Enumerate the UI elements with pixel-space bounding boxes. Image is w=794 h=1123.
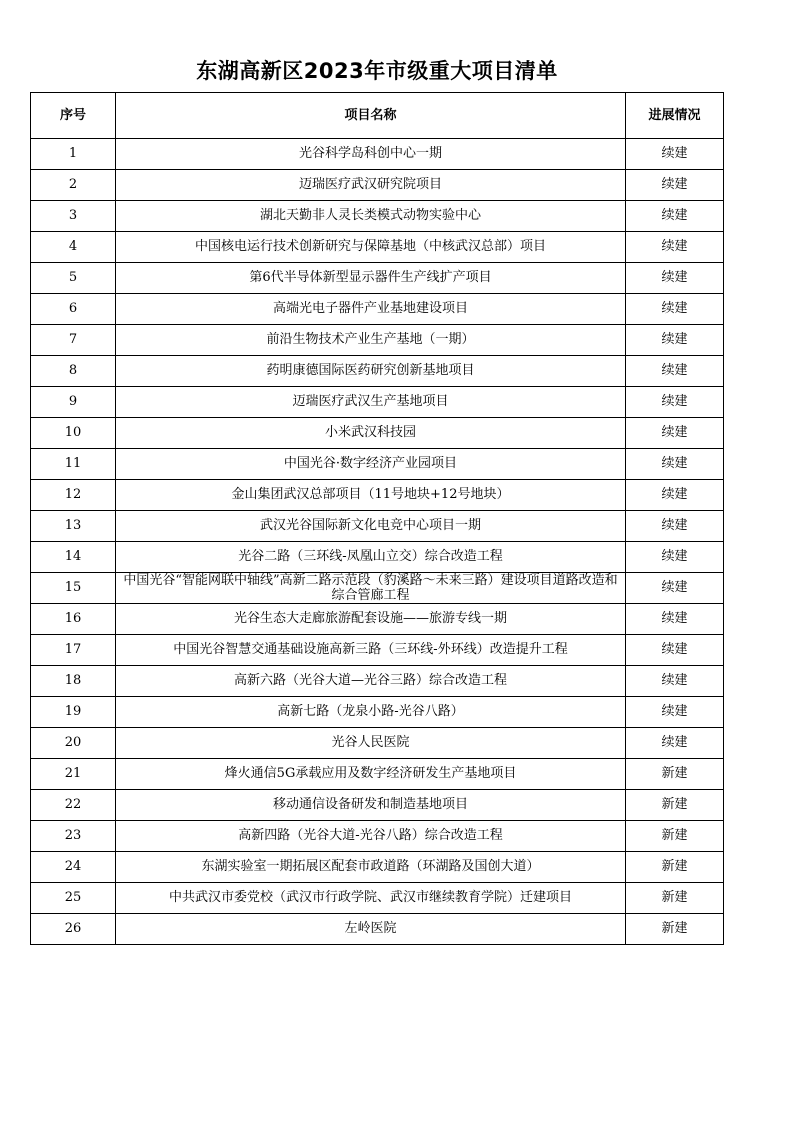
row-name: 中国光谷·数字经济产业园项目 — [116, 449, 626, 480]
row-name: 烽火通信5G承载应用及数字经济研发生产基地项目 — [116, 759, 626, 790]
table-row — [31, 697, 724, 728]
row-status: 续建 — [626, 232, 724, 263]
row-no: 3 — [31, 201, 116, 232]
row-name: 迈瑞医疗武汉研究院项目 — [116, 170, 626, 201]
table-row — [31, 387, 724, 418]
table-row — [31, 170, 724, 201]
row-no: 6 — [31, 294, 116, 325]
row-no: 10 — [31, 418, 116, 449]
table-row — [31, 728, 724, 759]
table-row — [31, 511, 724, 542]
row-status: 续建 — [626, 449, 724, 480]
table-row — [31, 542, 724, 573]
row-no: 17 — [31, 635, 116, 666]
table-row — [31, 449, 724, 480]
table-row — [31, 232, 724, 263]
row-name: 光谷人民医院 — [116, 728, 626, 759]
table-row — [31, 759, 724, 790]
row-name: 中国光谷智慧交通基础设施高新三路（三环线-外环线）改造提升工程 — [116, 635, 626, 666]
row-status: 续建 — [626, 139, 724, 170]
table-row — [31, 790, 724, 821]
table-row — [31, 480, 724, 511]
row-status: 续建 — [626, 697, 724, 728]
row-status: 续建 — [626, 418, 724, 449]
row-status: 新建 — [626, 759, 724, 790]
row-no: 21 — [31, 759, 116, 790]
row-status: 续建 — [626, 728, 724, 759]
project-table — [30, 92, 724, 945]
row-name: 湖北天勤非人灵长类模式动物实验中心 — [116, 201, 626, 232]
row-no: 25 — [31, 883, 116, 914]
row-status: 新建 — [626, 790, 724, 821]
row-status: 续建 — [626, 573, 724, 604]
row-status: 新建 — [626, 821, 724, 852]
row-name: 高新六路（光谷大道—光谷三路）综合改造工程 — [116, 666, 626, 697]
row-status: 续建 — [626, 635, 724, 666]
row-no: 15 — [31, 573, 116, 604]
row-no: 13 — [31, 511, 116, 542]
header-name: 项目名称 — [116, 93, 626, 139]
row-no: 8 — [31, 356, 116, 387]
table-row — [31, 604, 724, 635]
table-row — [31, 139, 724, 170]
table-row — [31, 201, 724, 232]
row-no: 23 — [31, 821, 116, 852]
row-no: 11 — [31, 449, 116, 480]
row-status: 新建 — [626, 914, 724, 945]
row-name: 高新七路（龙泉小路-光谷八路） — [116, 697, 626, 728]
row-status: 新建 — [626, 852, 724, 883]
row-status: 续建 — [626, 387, 724, 418]
row-status: 新建 — [626, 883, 724, 914]
row-name: 左岭医院 — [116, 914, 626, 945]
row-no: 16 — [31, 604, 116, 635]
table-row — [31, 294, 724, 325]
row-name: 前沿生物技术产业生产基地（一期） — [116, 325, 626, 356]
row-name: 高新四路（光谷大道-光谷八路）综合改造工程 — [116, 821, 626, 852]
row-no: 26 — [31, 914, 116, 945]
row-status: 续建 — [626, 480, 724, 511]
row-name: 中国光谷“智能网联中轴线”高新二路示范段（豹溪路～未来三路）建设项目道路改造和综合管廊工程 — [116, 573, 626, 604]
row-status: 续建 — [626, 170, 724, 201]
header-no: 序号 — [31, 93, 116, 139]
table-row — [31, 821, 724, 852]
row-name: 高端光电子器件产业基地建设项目 — [116, 294, 626, 325]
row-name: 金山集团武汉总部项目（11号地块+12号地块） — [116, 480, 626, 511]
row-name: 迈瑞医疗武汉生产基地项目 — [116, 387, 626, 418]
row-name: 移动通信设备研发和制造基地项目 — [116, 790, 626, 821]
table-row — [31, 852, 724, 883]
row-status: 续建 — [626, 604, 724, 635]
row-no: 5 — [31, 263, 116, 294]
table-row — [31, 573, 724, 604]
row-no: 19 — [31, 697, 116, 728]
row-name: 光谷生态大走廊旅游配套设施——旅游专线一期 — [116, 604, 626, 635]
row-name: 东湖实验室一期拓展区配套市政道路（环湖路及国创大道） — [116, 852, 626, 883]
row-status: 续建 — [626, 511, 724, 542]
row-name: 武汉光谷国际新文化电竞中心项目一期 — [116, 511, 626, 542]
page-title: 东湖高新区2023年市级重大项目清单 — [196, 59, 558, 83]
row-name: 中国核电运行技术创新研究与保障基地（中核武汉总部）项目 — [116, 232, 626, 263]
table-row — [31, 325, 724, 356]
row-status: 续建 — [626, 325, 724, 356]
table-row — [31, 356, 724, 387]
table-row — [31, 914, 724, 945]
header-status: 进展情况 — [626, 93, 724, 139]
row-no: 18 — [31, 666, 116, 697]
row-name: 小米武汉科技园 — [116, 418, 626, 449]
row-no: 22 — [31, 790, 116, 821]
row-no: 2 — [31, 170, 116, 201]
row-name: 药明康德国际医药研究创新基地项目 — [116, 356, 626, 387]
row-status: 续建 — [626, 201, 724, 232]
row-no: 1 — [31, 139, 116, 170]
table-row — [31, 635, 724, 666]
table-row — [31, 263, 724, 294]
row-no: 14 — [31, 542, 116, 573]
row-name: 光谷科学岛科创中心一期 — [116, 139, 626, 170]
table-row — [31, 883, 724, 914]
table-row — [31, 666, 724, 697]
row-name: 光谷二路（三环线-凤凰山立交）综合改造工程 — [116, 542, 626, 573]
row-no: 9 — [31, 387, 116, 418]
row-status: 续建 — [626, 294, 724, 325]
row-no: 20 — [31, 728, 116, 759]
row-no: 4 — [31, 232, 116, 263]
row-status: 续建 — [626, 542, 724, 573]
row-status: 续建 — [626, 666, 724, 697]
row-name: 第6代半导体新型显示器件生产线扩产项目 — [116, 263, 626, 294]
row-name: 中共武汉市委党校（武汉市行政学院、武汉市继续教育学院）迁建项目 — [116, 883, 626, 914]
table-header-row — [31, 93, 724, 139]
row-no: 24 — [31, 852, 116, 883]
table-row — [31, 418, 724, 449]
row-no: 12 — [31, 480, 116, 511]
row-no: 7 — [31, 325, 116, 356]
row-status: 续建 — [626, 356, 724, 387]
row-status: 续建 — [626, 263, 724, 294]
